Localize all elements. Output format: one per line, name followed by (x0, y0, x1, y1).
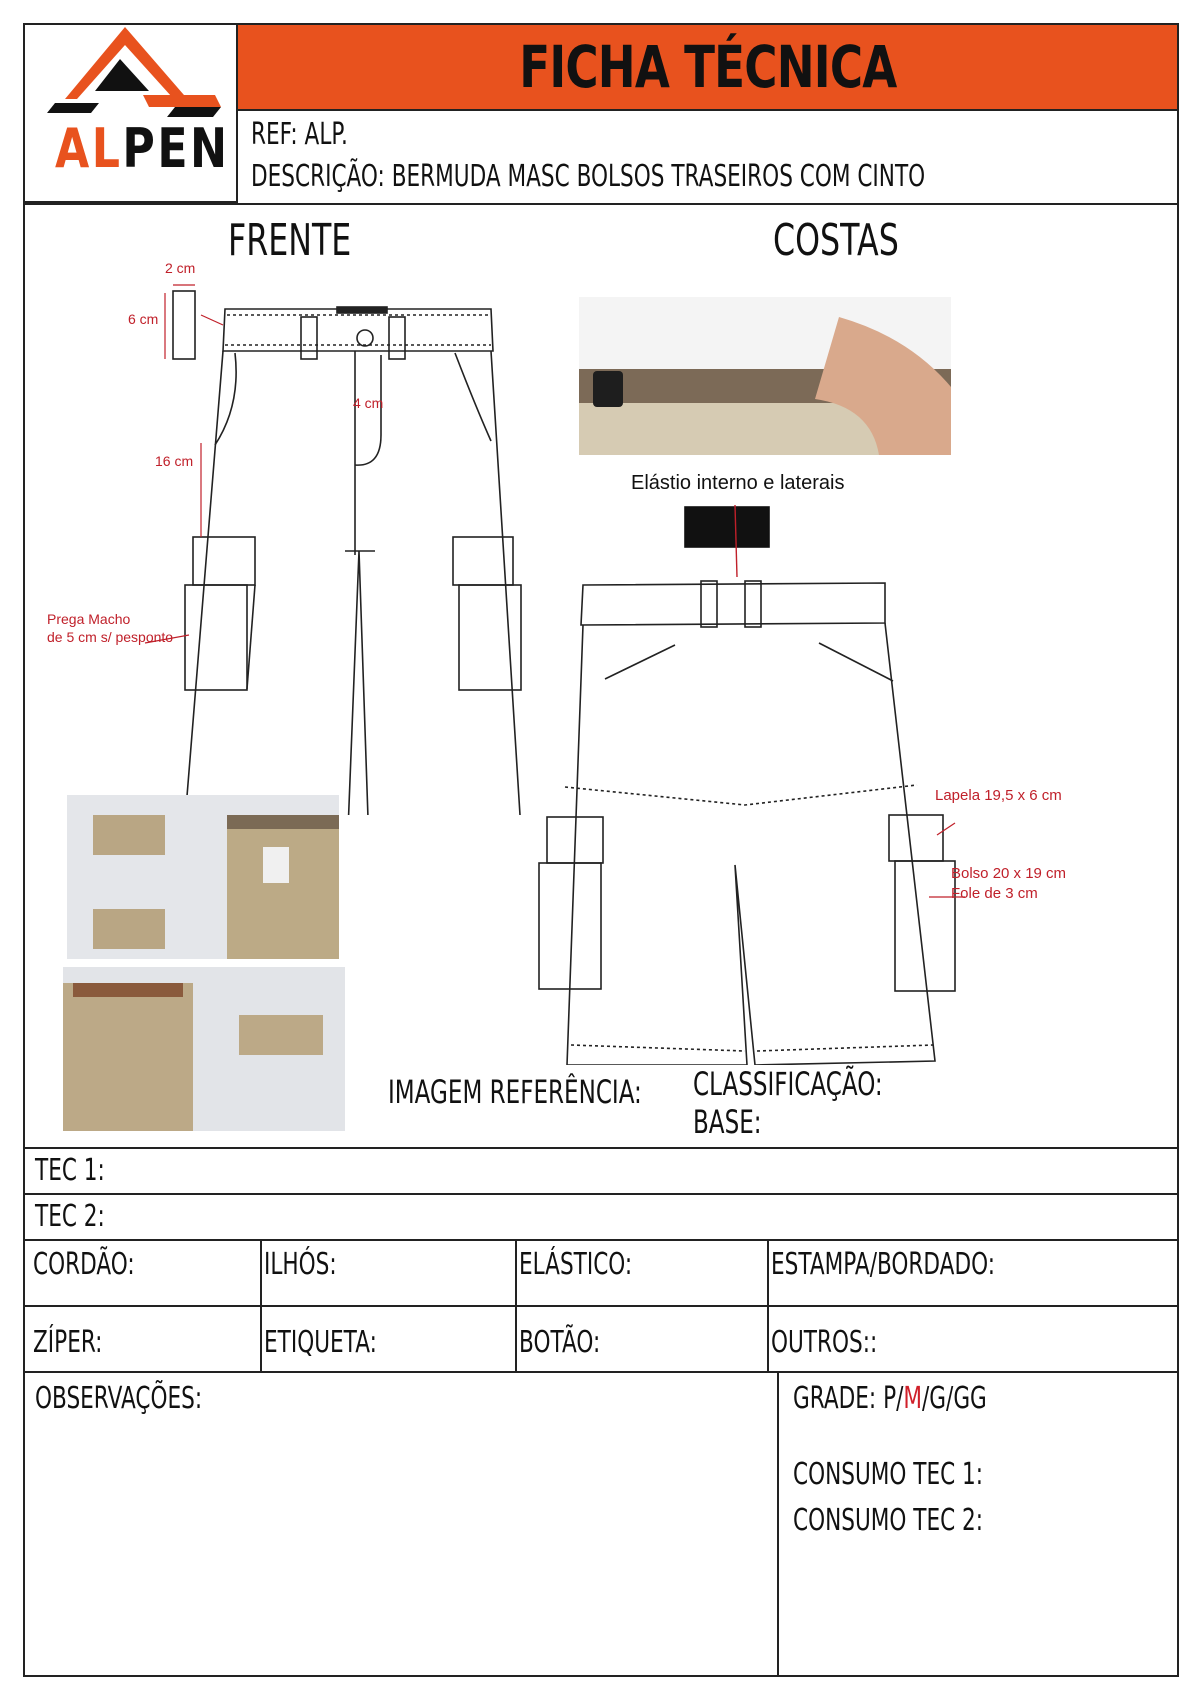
front-view-label: FRENTE (228, 215, 352, 266)
grade-label: GRADE: (793, 1381, 884, 1416)
technical-sheet (23, 23, 1179, 1677)
back-shorts-drawing (525, 505, 965, 1065)
elastico-field: ELÁSTICO: (519, 1247, 633, 1282)
grade-size-rest: /G/GG (922, 1381, 987, 1416)
brand-wordmark (55, 117, 230, 180)
header-divider (25, 203, 1177, 205)
table-row-border (25, 1371, 1177, 1373)
brand-name-black: PEN (122, 117, 230, 180)
outros-field: OUTROS:: (771, 1325, 878, 1360)
reference-photo-bottom (63, 967, 345, 1131)
reference-photo-top (67, 795, 339, 959)
table-row-border (25, 1193, 1177, 1195)
front-shorts-drawing (25, 255, 545, 815)
grade-field (793, 1381, 987, 1416)
fly-annotation: 4 cm (353, 395, 384, 411)
base-label: BASE: (693, 1103, 762, 1141)
reference-photo-bottom-illustration-icon (63, 967, 345, 1131)
side-seam-annotation: 16 cm (155, 453, 194, 469)
pocket-annotation-line2: Fole de 3 cm (951, 885, 1038, 902)
pocket-annotation-line1: Bolso 20 x 19 cm (951, 865, 1067, 882)
consumo-tec2-field: CONSUMO TEC 2: (793, 1503, 984, 1538)
belt-reference-photo (579, 297, 951, 455)
pleat-annotation-line1: Prega Macho (47, 611, 131, 627)
passante-height-annotation: 6 cm (128, 311, 159, 327)
flap-annotation: Lapela 19,5 x 6 cm (935, 787, 1062, 804)
table-column-border (777, 1371, 779, 1677)
tec2-field: TEC 2: (35, 1199, 105, 1234)
brand-name-orange: AL (55, 117, 123, 180)
ziper-field: ZÍPER: (33, 1325, 103, 1360)
table-row-border (25, 1305, 1177, 1307)
table-row-border (25, 1239, 1177, 1241)
grade-size-m-selected: M (903, 1381, 923, 1416)
ilhos-field: ILHÓS: (264, 1247, 337, 1282)
reference-image-label: IMAGEM REFERÊNCIA: (388, 1073, 642, 1111)
pleat-annotation-line2: de 5 cm s/ pesponto (47, 629, 174, 645)
observations-field: OBSERVAÇÕES: (35, 1381, 203, 1416)
estampa-bordado-field: ESTAMPA/BORDADO: (771, 1247, 995, 1282)
tec1-field: TEC 1: (35, 1153, 105, 1188)
title-bar (238, 25, 1177, 111)
table-top-border (25, 1147, 1177, 1149)
consumo-tec1-field: CONSUMO TEC 1: (793, 1457, 984, 1492)
etiqueta-field: ETIQUETA: (264, 1325, 377, 1360)
grade-size-p: P/ (883, 1381, 904, 1416)
passante-width-annotation: 2 cm (165, 260, 196, 276)
ref-field: REF: ALP. (251, 117, 348, 152)
belt-photo-illustration-icon (579, 297, 951, 455)
page-title: FICHA TÉCNICA (518, 33, 897, 101)
logo-cell (25, 25, 238, 203)
back-view-label: COSTAS (773, 215, 899, 266)
reference-photo-top-illustration-icon (67, 795, 339, 959)
elastic-annotation: Elástio interno e laterais (631, 472, 845, 494)
botao-field: BOTÃO: (519, 1325, 601, 1360)
description-field: DESCRIÇÃO: BERMUDA MASC BOLSOS TRASEIROS COM CINTO (251, 159, 926, 194)
cordao-field: CORDÃO: (33, 1247, 135, 1282)
classification-label: CLASSIFICAÇÃO: (693, 1065, 883, 1103)
